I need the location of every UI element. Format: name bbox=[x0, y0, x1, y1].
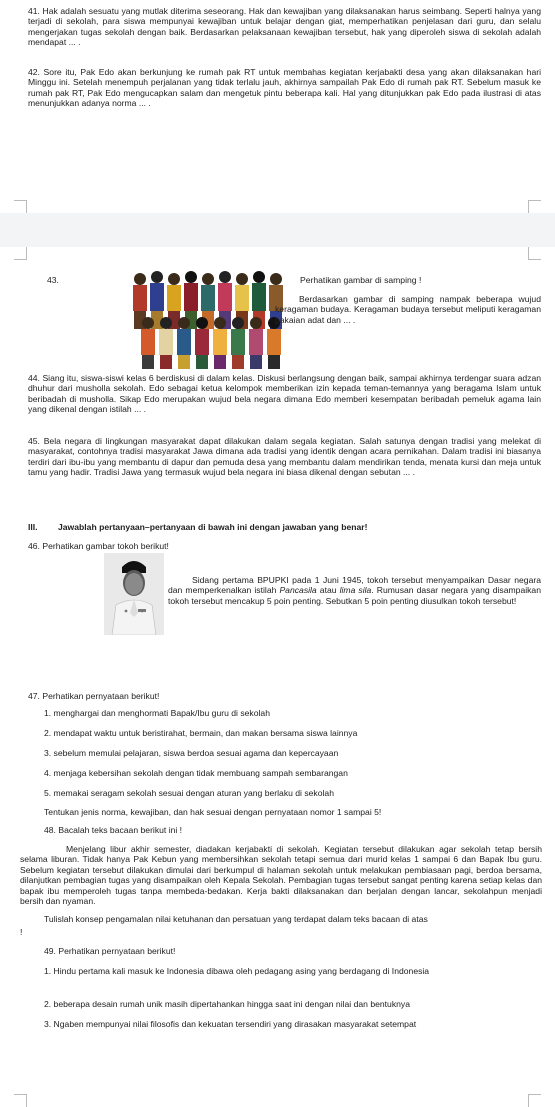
question-41: 41. Hak adalah sesuatu yang mutlak diterima seseorang. Hak dan kewajiban yang dilaksanakan harus seimbang. Seperti halnya yang terjadi di sekolah, para siswa mempunyai kewajiban untuk belajar dengan giat, memperhatikan penjelasan dari guru, dan selalu mengerjakan tugas sekolah dengan baik. Berdasarkan pelaksanaan kewajiban tersebut, hak yang diperoleh siswa di sekolah adalah mendapat ... . bbox=[28, 6, 541, 48]
question-43-number: 43. bbox=[47, 275, 59, 285]
question-46-text bbox=[168, 575, 541, 606]
question-47-item: 4. menjaga kebersihan sekolah dengan tidak membuang sampah sembarangan bbox=[44, 768, 348, 778]
question-46-italic-a: Pancasila bbox=[279, 585, 317, 596]
question-49-item: 3. Ngaben mempunyai nilai filosofis dan kekuatan tersendiri yang dirasakan masyarakat setempat bbox=[44, 1019, 417, 1029]
question-48-passage: Menjelang libur akhir semester, diadakan kerjabakti di sekolah. Kegiatan tersebut dilakukan agar sekolah tetap bersih selama liburan. Tidak hanya Pak Kebun yang membersihkan sekolah tetapi semua dari murid kelas 1 sampai 6 dan Bapak Ibu guru. Sebelum kegiatan tersebut dilakukan dimulai dari berkumpul di halaman sekolah untuk melakukan pembiasaan pagi, berdoa bersama, dilanjutkan pembagian tugas yang disampaikan oleh Kepala Sekolah. Pembagian tugas tersebut sangat penting karena setiap kelas dan bapak ibu memperoleh tugas tanpa membeda-bedakan. Kerja bakti dilaksanakan dan berjalan dengan lancar, sekolahpun menjadi bersih dan nyaman. bbox=[20, 844, 542, 907]
question-49-intro: 49. Perhatikan pernyataan berikut! bbox=[44, 946, 176, 956]
national-figure-photo bbox=[104, 553, 164, 635]
question-43-text: Berdasarkan gambar di samping nampak beberapa wujud keragaman budaya. Keragaman budaya tersebut meliputi keragaman pakaian adat dan ... . bbox=[275, 294, 541, 325]
question-49-item: 2. beberapa desain rumah unik masih dipertahankan hingga saat ini dengan nilai dan bentuknya bbox=[44, 999, 410, 1009]
page-gap bbox=[0, 213, 555, 247]
crop-mark-top-right bbox=[528, 247, 541, 260]
page-1 bbox=[0, 0, 555, 213]
question-43-prompt: Perhatikan gambar di samping ! bbox=[300, 275, 422, 285]
crop-mark-bottom-left-2 bbox=[14, 1094, 27, 1107]
question-46-italic-b: lima sila bbox=[339, 585, 372, 596]
crop-mark-bottom-left bbox=[14, 200, 27, 213]
question-47-intro: 47. Perhatikan pernyataan berikut! bbox=[28, 691, 160, 701]
question-47-item: 1. menghargai dan menghormati Bapak/Ibu guru di sekolah bbox=[44, 708, 270, 718]
question-47-item: 2. mendapat waktu untuk beristirahat, bermain, dan makan bersama siswa lainnya bbox=[44, 728, 358, 738]
question-48-intro: 48. Bacalah teks bacaan berikut ini ! bbox=[44, 825, 183, 835]
question-46-text-a: Sidang pertama BPUPKI pada 1 Juni 1945, tokoh tersebut menyampaikan Dasar negara dan memperkenalkan istilah bbox=[168, 575, 541, 596]
section-3-number: III. bbox=[28, 522, 38, 532]
page-2 bbox=[0, 247, 555, 1107]
question-47-question: Tentukan jenis norma, kewajiban, dan hak sesuai dengan pernyataan nomor 1 sampai 5! bbox=[44, 807, 382, 817]
question-44: 44. Siang itu, siswa-siswi kelas 6 berdiskusi di dalam kelas. Diskusi berlangsung dengan baik, sampai akhirnya terdengar suara adzan dhuhur dari musholla sekolah. Edo sebagai ketua kelompok memberikan izin kepada teman-temannya yang beragama Islam untuk beribadah di musholla. Sikap Edo merupakan wujud bela negara dimana Edo memberi kesempatan beribadah pemeluk agama lain yang dikenal dengan istilah ... . bbox=[28, 373, 541, 415]
question-47-item: 5. memakai seragam sekolah sesuai dengan aturan yang berlaku di sekolah bbox=[44, 788, 334, 798]
question-45: 45. Bela negara di lingkungan masyarakat dapat dilakukan dalam segala kegiatan. Salah satunya dengan tradisi yang melekat di masyarakat, contohnya tradisi masyarakat Jawa dimana ada tradisi yang identik dengan acara pernikahan. Dalam tradisi ini biasanya terdiri dari ibu-ibu yang membantu di dapur dan pemuda desa yang membantu dalam mendirikan tenda, menata kursi dan meja untuk tamu yang hadir. Tradisi Jawa yang termasuk wujud bela negara ini biasa dikenal dengan sebutan ... . bbox=[28, 436, 541, 478]
question-46-text-c: . Rumusan dasar negara yang disampaikan tokoh tersebut mencakup 5 poin penting. Sebutkan 5 poin penting diusulkan tokoh tersebut! bbox=[168, 585, 541, 606]
crop-mark-bottom-right bbox=[528, 200, 541, 213]
section-3-title: Jawablah pertanyaan–pertanyaan di bawah ini dengan jawaban yang benar! bbox=[58, 522, 368, 532]
question-48-mark: ! bbox=[20, 927, 23, 937]
question-46-text-b: atau bbox=[316, 585, 340, 596]
question-47-item: 3. sebelum memulai pelajaran, siswa berdoa sesuai agama dan kepercayaan bbox=[44, 748, 339, 758]
question-49-item: 1. Hindu pertama kali masuk ke Indonesia dibawa oleh pedagang asing yang berdagang di Indonesia bbox=[44, 966, 430, 976]
question-48-question: Tulislah konsep pengamalan nilai ketuhanan dan persatuan yang terdapat dalam teks bacaan di atas bbox=[44, 914, 428, 924]
question-42: 42. Sore itu, Pak Edo akan berkunjung ke rumah pak RT untuk membahas kegiatan kerjabakti desa yang akan dilaksanakan hari Minggu ini. Setelah menempuh perjalanan yang tidak terlalu jauh, akhirnya sampailah Pak Edo di rumah pak RT. Sebelum masuk ke rumah pak RT, Pak Edo mengucapkan salam dan mengetuk pintu beberapa kali. Hal yang ditunjukkan pak Edo pada ilustrasi di atas menunjukkan adanya norma ... . bbox=[28, 67, 541, 109]
question-46-intro: 46. Perhatikan gambar tokoh berikut! bbox=[28, 541, 169, 551]
crop-mark-top-left bbox=[14, 247, 27, 260]
crop-mark-bottom-right-2 bbox=[528, 1094, 541, 1107]
traditional-costumes-image bbox=[130, 265, 290, 369]
